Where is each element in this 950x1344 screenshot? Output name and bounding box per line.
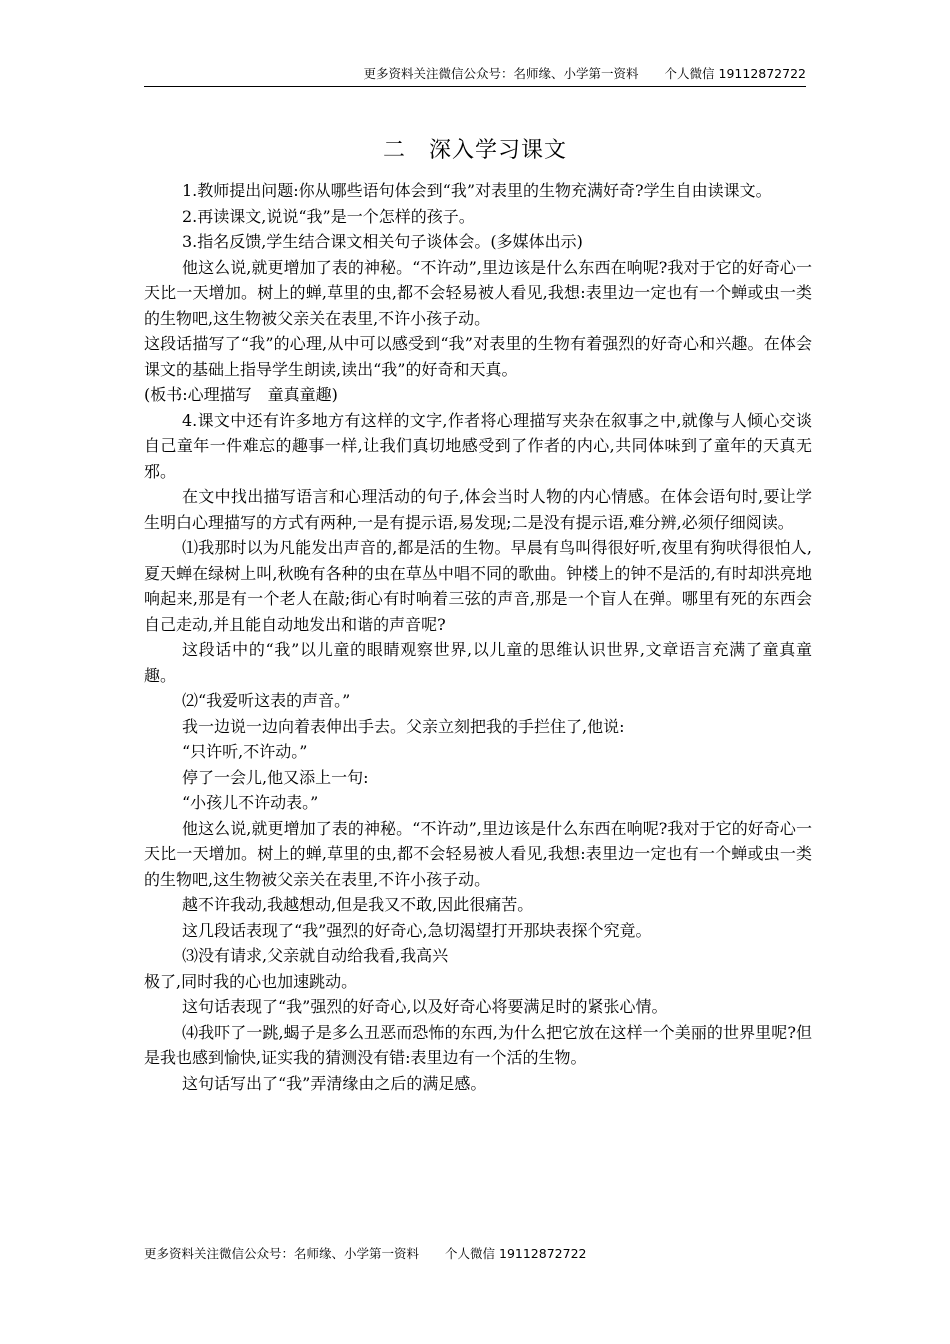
paragraph-question-1: 1.教师提出问题:你从哪些语句体会到“我”对表里的生物充满好奇?学生自由读课文。 [182, 181, 772, 200]
footer-right-text: 个人微信 19112872722 [445, 1246, 587, 1261]
document-body [144, 178, 812, 1096]
paragraph-question-3: 3.指名反馈,学生结合课文相关句子谈体会。(多媒体出示) [182, 232, 583, 251]
paragraph-analysis-2: 这段话中的“我”以儿童的眼睛观察世界,以儿童的思维认识世界,文章语言充满了童真童趣。 [144, 640, 812, 685]
paragraph-excerpt-2-line-5: “小孩儿不许动表。” [182, 793, 319, 812]
footer-left-text: 更多资料关注微信公众号：名师缘、小学第一资料 [144, 1246, 420, 1261]
paragraph-board-note: (板书:心理描写 童真童趣) [144, 385, 338, 404]
paragraph-excerpt-2: ⑵“我爱听这表的声音。” [182, 691, 351, 710]
paragraph-excerpt-3-cont: 极了,同时我的心也加速跳动。 [144, 971, 358, 991]
paragraph-excerpt-4: ⑷我吓了一跳,蝎子是多么丑恶而恐怖的东西,为什么把它放在这样一个美丽的世界里呢?但是我也感到愉快,证实我的猜测没有错:表里边有一个活的生物。 [144, 1022, 812, 1067]
paragraph-analysis-5: 这句话写出了“我”弄清缘由之后的满足感。 [182, 1073, 487, 1093]
paragraph-instruction: 在文中找出描写语言和心理活动的句子,体会当时人物的内心情感。在体会语句时,要让学生明白心理描写的方式有两种,一是有提示语,易发现;二是没有提示语,难分辨,必须仔细阅读。 [144, 487, 812, 532]
page-footer [144, 1244, 586, 1264]
paragraph-question-4: 4.课文中还有许多地方有这样的文字,作者将心理描写夹杂在叙事之中,就像与人倾心交谈自己童年一件难忘的趣事一样,让我们真切地感受到了作者的内心,共同体味到了童年的天真无邪。 [144, 410, 812, 481]
paragraph-analysis-4: 这句话表现了“我”强烈的好奇心,以及好奇心将要满足时的紧张心情。 [182, 997, 668, 1016]
paragraph-analysis-1: 这段话描写了“我”的心理,从中可以感受到“我”对表里的生物有着强烈的好奇心和兴趣。在体会课文的基础上指导学生朗读,读出“我”的好奇和天真。 [144, 334, 812, 379]
paragraph-excerpt-2-line-3: “只许听,不许动。” [182, 742, 308, 761]
paragraph-question-2: 2.再读课文,说说“我”是一个怎样的孩子。 [182, 206, 475, 226]
paragraph-excerpt-3: ⑶没有请求,父亲就自动给我看,我高兴 [182, 946, 449, 965]
page-header [144, 64, 806, 87]
header-left-text: 更多资料关注微信公众号：名师缘、小学第一资料 [363, 66, 639, 81]
paragraph-excerpt-2-line-2: 我一边说一边向着表伸出手去。父亲立刻把我的手拦住了,他说: [182, 716, 625, 736]
paragraph-quote-1: 他这么说,就更增加了表的神秘。“不许动”,里边该是什么东西在响呢?我对于它的好奇心一天比一天增加。树上的蝉,草里的虫,都不会轻易被人看见,我想:表里边一定也有一个蝉或虫一类的生物吧,这生物被父亲关在表里,不许小孩子动。 [144, 257, 812, 328]
section-title: 二 深入学习课文 [382, 138, 567, 163]
paragraph-excerpt-2-line-4: 停了一会儿,他又添上一句: [182, 767, 369, 787]
paragraph-quote-2: 他这么说,就更增加了表的神秘。“不许动”,里边该是什么东西在响呢?我对于它的好奇心一天比一天增加。树上的蝉,草里的虫,都不会轻易被人看见,我想:表里边一定也有一个蝉或虫一类的生物吧,这生物被父亲关在表里,不许小孩子动。 [144, 818, 812, 889]
paragraph-analysis-3: 这几段话表现了“我”强烈的好奇心,急切渴望打开那块表探个究竟。 [182, 920, 652, 940]
paragraph-excerpt-2-line-6: 越不许我动,我越想动,但是我又不敢,因此很痛苦。 [182, 895, 534, 914]
header-right-text: 个人微信 19112872722 [664, 66, 806, 81]
paragraph-excerpt-1: ⑴我那时以为凡能发出声音的,都是活的生物。早晨有鸟叫得很好听,夜里有狗吠得很怕人,夏天蝉在绿树上叫,秋晚有各种的虫在草丛中唱不同的歌曲。钟楼上的钟不是活的,有时却洪亮地响起来,那是有一个老人在敲;街心有时响着三弦的声音,那是一个盲人在弹。哪里有死的东西会自己走动,并且能自动地发出和谐的声音呢? [144, 538, 812, 634]
